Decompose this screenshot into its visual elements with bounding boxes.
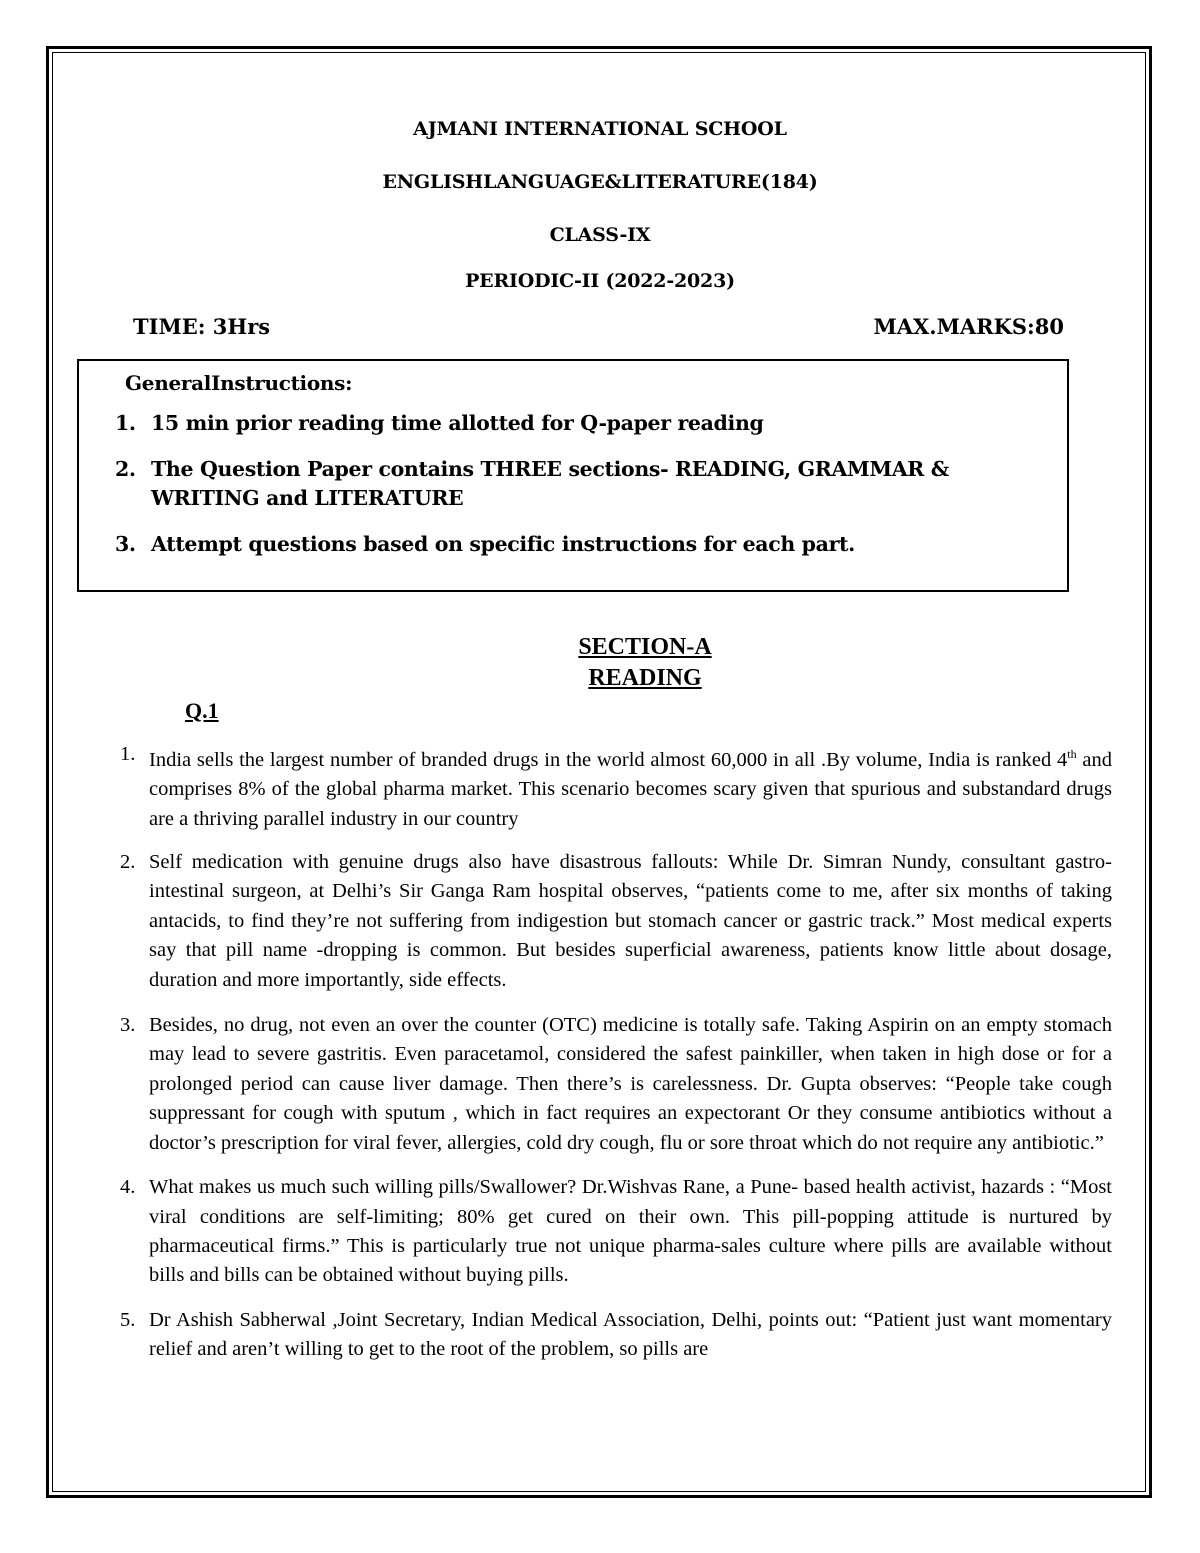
passage-paragraph	[120, 740, 1112, 834]
passage-paragraph	[120, 1306, 1112, 1365]
instruction-number: 2.	[115, 457, 136, 481]
passage-paragraph	[120, 848, 1112, 995]
instruction-item	[115, 530, 1011, 559]
instruction-text: The Question Paper contains THREE sections- READING, GRAMMAR & WRITING and LITERATURE	[151, 457, 949, 510]
instruction-item	[115, 409, 1011, 438]
paragraph-number: 5.	[120, 1308, 136, 1331]
max-marks: MAX.MARKS:80	[873, 314, 1064, 339]
superscript: th	[1067, 747, 1077, 761]
paragraph-text: What makes us much such willing pills/Swallower? Dr.Wishvas Rane, a Pune- based health activist, hazards : “Most viral conditions are self-limiting; 80% get cured on their own. This pill-popping attitude is nurtured by pharmaceutical firms.” This is particularly true not unique pharma-sales culture where pills are available without bills and bills can be obtained without buying pills.	[149, 1176, 1112, 1287]
section-title: SECTION-A	[578, 634, 712, 660]
paragraph-number: 4.	[120, 1176, 136, 1199]
instruction-number: 3.	[115, 532, 136, 556]
instruction-text: Attempt questions based on specific instructions for each part.	[151, 532, 855, 556]
general-instructions-box	[77, 359, 1069, 592]
subject-title: ENGLISHLANGUAGE&LITERATURE(184)	[382, 171, 818, 193]
question-label: Q.1	[185, 698, 219, 723]
instruction-number: 1.	[115, 411, 136, 435]
school-name: AJMANI INTERNATIONAL SCHOOL	[413, 118, 787, 140]
time-allowed: TIME: 3Hrs	[133, 314, 271, 339]
instructions-list	[115, 409, 1011, 576]
paragraph-text: India sells the largest number of branded drugs in the world almost 60,000 in all .By volume, India is ranked 4	[149, 748, 1068, 771]
instruction-text: 15 min prior reading time allotted for Q-paper reading	[151, 411, 764, 435]
paragraph-number: 2.	[120, 851, 136, 874]
section-subtitle: READING	[588, 665, 702, 691]
reading-passage	[120, 740, 1112, 1379]
paragraph-text: and comprises 8% of the global pharma market. This scenario becomes scary given that spurious and substandard drugs are a thriving parallel industry in our country	[149, 748, 1112, 830]
passage-paragraph	[120, 1011, 1112, 1158]
class-label: CLASS-IX	[549, 224, 651, 246]
paragraph-number: 1.	[120, 743, 136, 765]
paragraph-text: Self medication with genuine drugs also have disastrous fallouts: While Dr. Simran Nundy, consultant gastro-intestinal surgeon, at Delhi’s Sir Ganga Ram hospital observes, “patients come to me, after six months of taking antacids, to find they’re not suffering from indigestion but stomach cancer or gastric track.” Most medical experts say that pill name -dropping is common. But besides superficial awareness, patients know little about dosage, duration and more importantly, side effects.	[149, 851, 1112, 991]
instructions-title: GeneralInstructions:	[125, 371, 353, 395]
paragraph-number: 3.	[120, 1014, 136, 1037]
exam-title: PERIODIC-II (2022-2023)	[465, 270, 735, 292]
paragraph-text: Besides, no drug, not even an over the counter (OTC) medicine is totally safe. Taking Aspirin on an empty stomach may lead to severe gastritis. Even paracetamol, considered the safest painkiller, when taken in high dose or for a prolonged period can cause liver damage. Then there’s is carelessness. Dr. Gupta observes: “People take cough suppressant for cough with sputum , which in fact requires an expectorant Or they consume antibiotics without a doctor’s prescription for viral fever, allergies, cold dry cough, flu or sore throat which do not require any antibiotic.”	[149, 1014, 1112, 1154]
instruction-item	[115, 455, 1011, 513]
passage-paragraph	[120, 1173, 1112, 1291]
paragraph-text: Dr Ashish Sabherwal ,Joint Secretary, Indian Medical Association, Delhi, points out: “Patient just want momentary relief and aren’t willing to get to the root of the problem, so pills are	[149, 1308, 1112, 1361]
